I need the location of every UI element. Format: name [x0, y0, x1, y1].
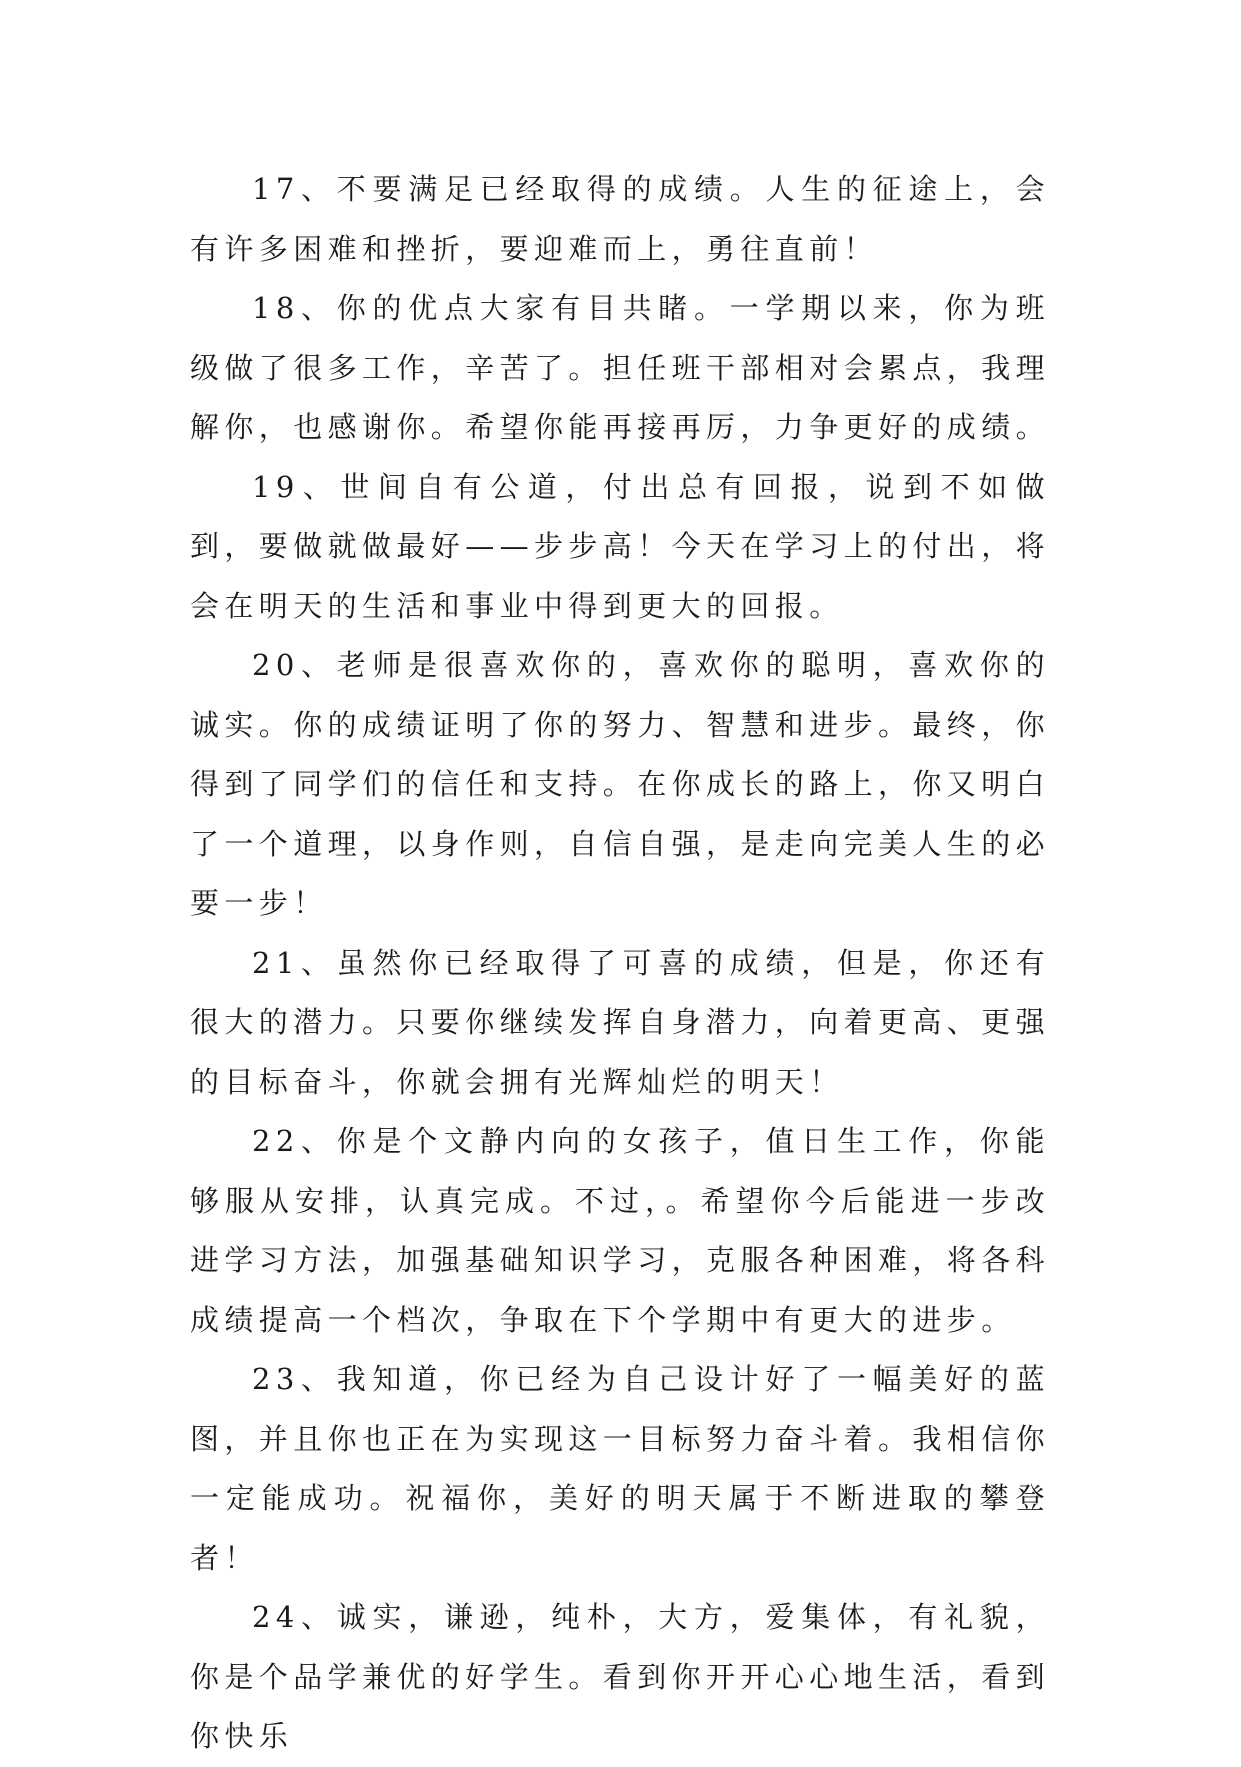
paragraph-17: 17、不要满足已经取得的成绩。人生的征途上，会有许多困难和挫折，要迎难而上，勇往直前！ [190, 172, 1050, 266]
paragraph-18: 18、你的优点大家有目共睹。一学期以来，你为班级做了很多工作，辛苦了。担任班干部相对会累点，我理解你，也感谢你。希望你能再接再厉，力争更好的成绩。 [190, 291, 1051, 444]
paragraph-21: 21、虽然你已经取得了可喜的成绩，但是，你还有很大的潜力。只要你继续发挥自身潜力，向着更高、更强的目标奋斗，你就会拥有光辉灿烂的明天！ [190, 945, 1051, 1099]
document-body [190, 160, 1050, 1767]
paragraph-19: 19、世间自有公道，付出总有回报，说到不如做到，要做就做最好——步步高！今天在学习上的付出，将会在明天的生活和事业中得到更大的回报。 [190, 469, 1051, 623]
paragraph-20: 20、老师是很喜欢你的，喜欢你的聪明，喜欢你的诚实。你的成绩证明了你的努力、智慧和进步。最终，你得到了同学们的信任和支持。在你成长的路上，你又明白了一个道理，以身作则，自信自强，是走向完美人生的必要一步！ [190, 648, 1051, 920]
paragraph-22: 22、你是个文静内向的女孩子，值日生工作，你能够服从安排，认真完成。不过，。希望你今后能进一步改进学习方法，加强基础知识学习，克服各种困难，将各科成绩提高一个档次，争取在下个学期中有更大的进步。 [190, 1124, 1051, 1337]
paragraph-23: 23、我知道，你已经为自己设计好了一幅美好的蓝图，并且你也正在为实现这一目标努力奋斗着。我相信你一定能成功。祝福你，美好的明天属于不断进取的攀登者！ [190, 1362, 1051, 1575]
paragraph-24: 24、诚实，谦逊，纯朴，大方，爱集体，有礼貌，你是个品学兼优的好学生。看到你开开心心地生活，看到你快乐 [190, 1600, 1051, 1753]
